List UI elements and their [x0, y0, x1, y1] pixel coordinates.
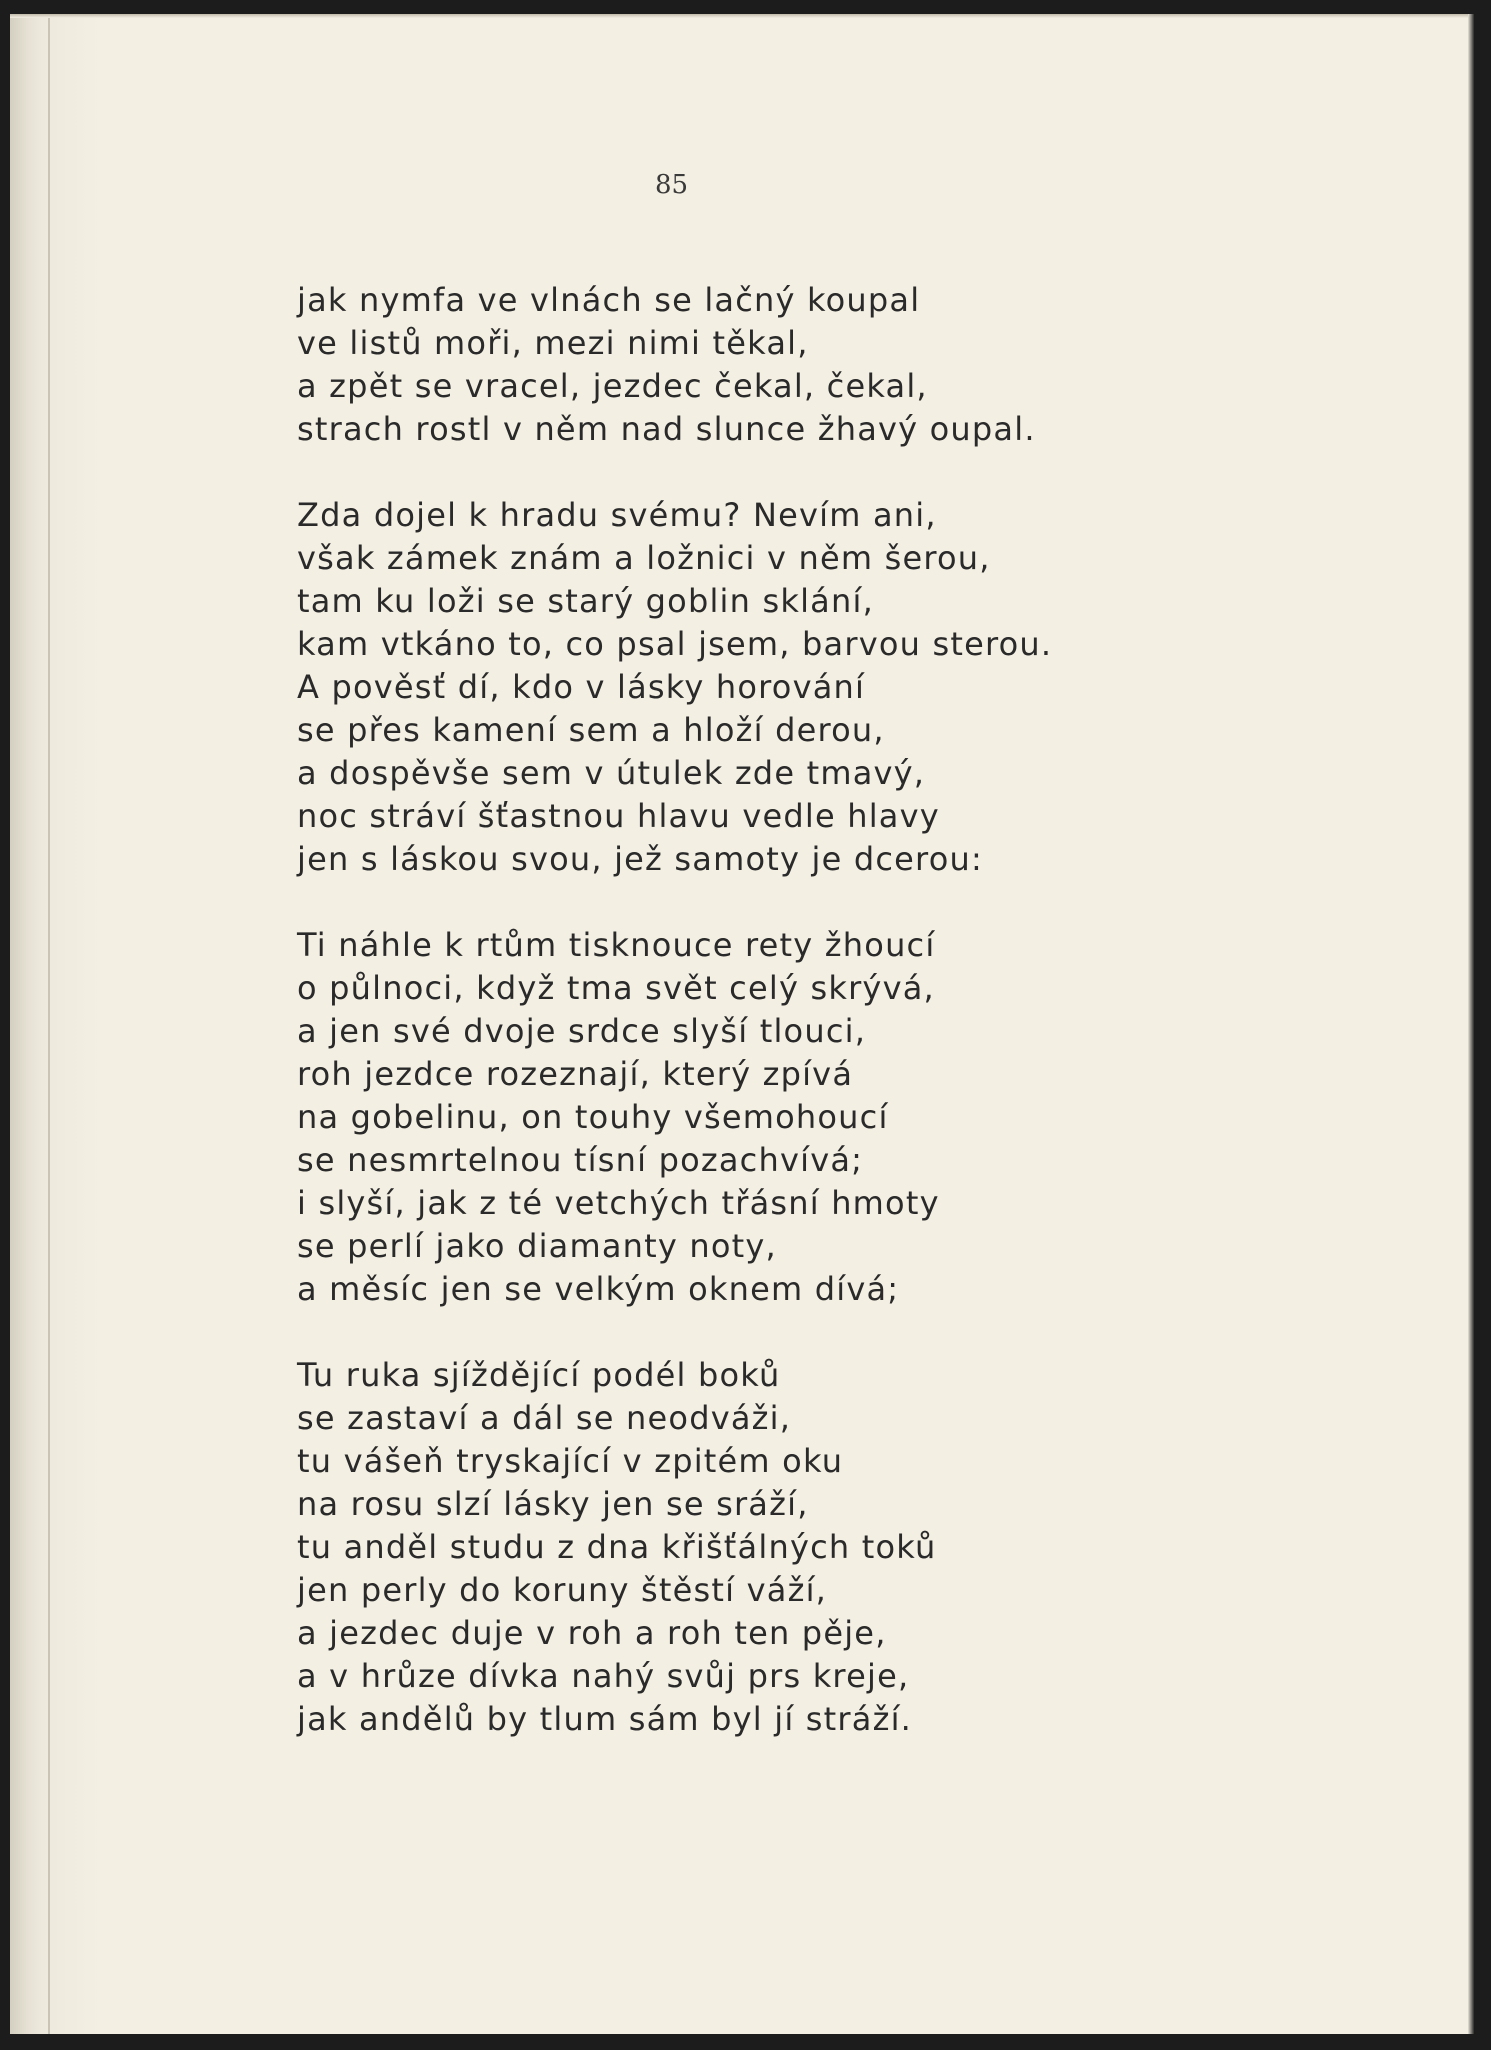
poem-line: Ti náhle k rtům tisknouce rety žhoucí	[297, 926, 936, 964]
stanza	[297, 279, 1052, 451]
poem-line: tu vášeň tryskající v zpitém oku	[297, 1442, 844, 1480]
poem-line: A pověsť dí, kdo v lásky horování	[297, 668, 866, 706]
book-page	[10, 14, 1474, 2034]
right-edge	[1468, 14, 1474, 2034]
poem-line: jak nymfa ve vlnách se lačný koupal	[297, 281, 921, 319]
stanza	[297, 494, 1052, 881]
poem-line: na gobelinu, on touhy všemohoucí	[297, 1098, 889, 1136]
poem-line: a jen své dvoje srdce slyší tlouci,	[297, 1012, 867, 1050]
poem-line: se zastaví a dál se neodváži,	[297, 1399, 792, 1437]
poem-line: tu anděl studu z dna křišťálných toků	[297, 1528, 937, 1566]
poem-line: jen perly do koruny štěstí váží,	[297, 1571, 828, 1609]
poem-line: se nesmrtelnou tísní pozachvívá;	[297, 1141, 864, 1179]
poem-line: strach rostl v něm nad slunce žhavý oupal.	[297, 410, 1036, 448]
poem-line: jak andělů by tlum sám byl jí stráží.	[297, 1700, 913, 1738]
poem-line: Zda dojel k hradu svému? Nevím ani,	[297, 496, 937, 534]
poem-line: však zámek znám a ložnici v něm šerou,	[297, 539, 991, 577]
poem-line: a jezdec duje v roh a roh ten pěje,	[297, 1614, 887, 1652]
poem-line: roh jezdce rozeznají, který zpívá	[297, 1055, 854, 1093]
binding-line	[48, 14, 50, 2034]
stanza	[297, 1354, 1052, 1741]
poem-line: na rosu slzí lásky jen se sráží,	[297, 1485, 809, 1523]
page-number: 85	[655, 170, 689, 200]
poem-text	[297, 279, 1052, 1784]
poem-line: kam vtkáno to, co psal jsem, barvou sterou.	[297, 625, 1053, 663]
top-edge	[10, 14, 1474, 18]
gutter-shadow	[10, 14, 100, 2034]
poem-line: a dospěvše sem v útulek zde tmavý,	[297, 754, 926, 792]
poem-line: noc stráví šťastnou hlavu vedle hlavy	[297, 797, 940, 835]
poem-line: a měsíc jen se velkým oknem dívá;	[297, 1270, 900, 1308]
stanza	[297, 924, 1052, 1311]
poem-line: ve listů moři, mezi nimi těkal,	[297, 324, 809, 362]
poem-line: jen s láskou svou, jež samoty je dcerou:	[297, 840, 983, 878]
poem-line: i slyší, jak z té vetchých třásní hmoty	[297, 1184, 940, 1222]
poem-line: se přes kamení sem a hloží derou,	[297, 711, 885, 749]
poem-line: o půlnoci, když tma svět celý skrývá,	[297, 969, 935, 1007]
poem-line: a zpět se vracel, jezdec čekal, čekal,	[297, 367, 928, 405]
poem-line: tam ku loži se starý goblin sklání,	[297, 582, 874, 620]
poem-line: a v hrůze dívka nahý svůj prs kreje,	[297, 1657, 910, 1695]
poem-line: se perlí jako diamanty noty,	[297, 1227, 777, 1265]
poem-line: Tu ruka sjíždějící podél boků	[297, 1356, 781, 1394]
